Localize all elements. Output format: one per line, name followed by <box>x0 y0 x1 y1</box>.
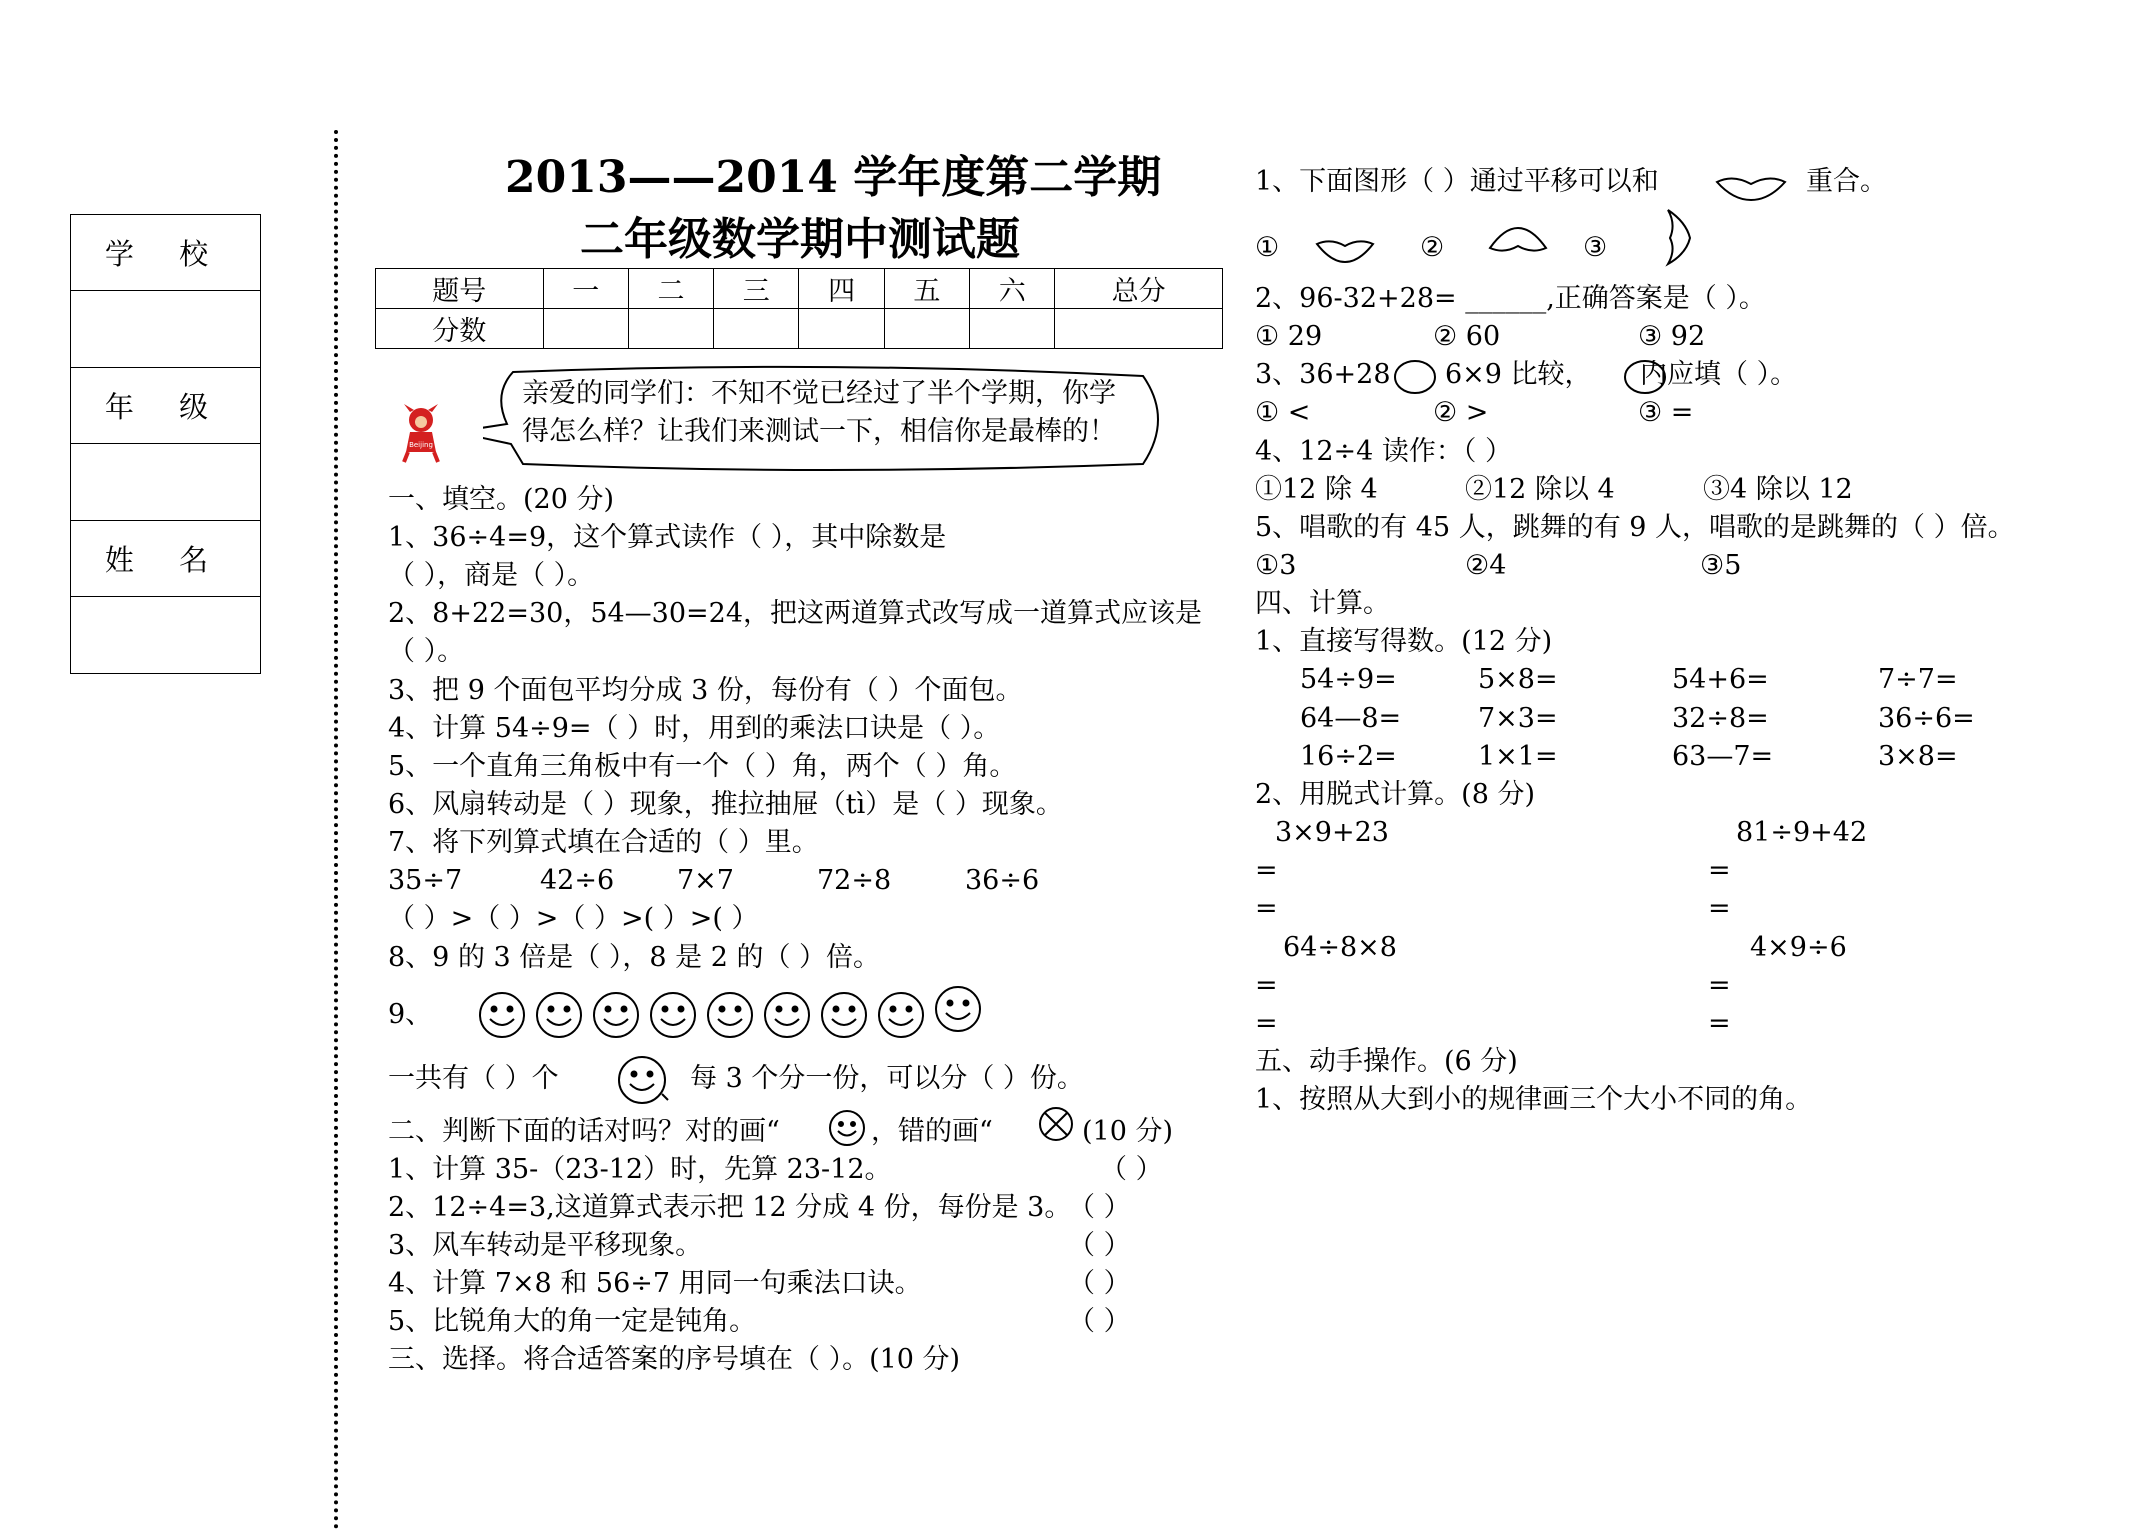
part2-heading-a: 二、判断下面的话对吗？对的画“ <box>388 1116 780 1147</box>
p2-item: 3、风车转动是平移现象。 <box>388 1230 703 1261</box>
p3-q1-opt[interactable]: ① <box>1255 232 1280 263</box>
p1-q2b: （ ）。 <box>388 636 465 667</box>
p1-q6: 6、风扇转动是（ ）现象，推拉抽屉（tì）是（ ）现象。 <box>388 789 1063 820</box>
p4-direct-item: 32÷8= <box>1672 703 1769 734</box>
p3-q3c: 内应填（ ）。 <box>1640 359 1798 390</box>
score-input-cell[interactable] <box>714 309 799 349</box>
p2-item: 4、计算 7×8 和 56÷7 用同一句乘法口诀。 <box>388 1268 922 1299</box>
shape-option-3-icon <box>1660 206 1696 268</box>
p2-answer-paren[interactable]: （ ） <box>1068 1230 1131 1261</box>
wrong-cross-icon <box>1036 1106 1076 1144</box>
p3-q2: 2、96-32+28= ______,正确答案是（ ）。 <box>1255 283 1766 314</box>
p1-q7-item: 7×7 <box>677 865 734 896</box>
p3-q2-opt[interactable]: ③ 92 <box>1638 321 1706 352</box>
p4-expr: 4×9÷6 <box>1750 932 1847 963</box>
p1-q7: 7、将下列算式填在合适的（ ）里。 <box>388 827 819 858</box>
p1-q8: 8、9 的 3 倍是（ ），8 是 2 的（ ）倍。 <box>388 942 881 973</box>
name-label: 姓 名 <box>71 521 260 597</box>
p3-q1-tail: 重合。 <box>1806 166 1887 197</box>
p2-item: 5、比锐角大的角一定是钝角。 <box>388 1306 757 1337</box>
p1-q7-item: 35÷7 <box>388 865 463 896</box>
p2-item: 1、计算 35-（23-12）时，先算 23-12。 <box>388 1154 892 1185</box>
smiley-icon <box>537 993 581 1037</box>
score-cell: 题号 <box>376 269 544 309</box>
p1-q7-blanks: （ ）>（ ）>（ ）>( ）>( ） <box>388 903 759 934</box>
p1-q7-item: 36÷6 <box>965 865 1040 896</box>
school-label: 学 校 <box>71 215 260 291</box>
p1-q4: 4、计算 54÷9=（ ）时，用到的乘法口诀是（ ）。 <box>388 713 1001 744</box>
p2-answer-paren[interactable]: （ ） <box>1068 1192 1131 1223</box>
p3-q4-opt[interactable]: ②12 除以 4 <box>1465 474 1615 505</box>
title-line2: 二年级数学期中测试题 <box>580 214 1020 265</box>
score-cell: 六 <box>970 269 1055 309</box>
p4-direct-item: 7÷7= <box>1878 664 1958 695</box>
p4-direct-item: 54+6= <box>1672 664 1769 695</box>
p1-q9-label: 9、 <box>388 999 433 1030</box>
smiley-icon <box>822 993 866 1037</box>
p3-q1-opt[interactable]: ② <box>1420 232 1445 263</box>
p3-q3-opt[interactable]: ① < <box>1255 397 1311 428</box>
shape-option-2-icon <box>1486 222 1550 258</box>
score-row-label: 分数 <box>376 309 544 349</box>
p3-q3-opt[interactable]: ③ = <box>1638 397 1694 428</box>
p3-q5: 5、唱歌的有 45 人，跳舞的有 9 人，唱歌的是跳舞的（ ）倍。 <box>1255 512 2015 543</box>
p1-q7-item: 72÷8 <box>817 865 892 896</box>
p1-q7-item: 42÷6 <box>540 865 615 896</box>
p4-eq[interactable]: = <box>1255 970 1278 1001</box>
greeting-line2: 得怎么样？让我们来测试一下，相信你是最棒的！ <box>522 416 1116 447</box>
p4-direct-item: 16÷2= <box>1300 741 1397 772</box>
score-cell: 四 <box>799 269 884 309</box>
p4-direct-item: 7×3= <box>1478 703 1558 734</box>
grade-field[interactable] <box>71 444 260 520</box>
p1-q9-text1: 一共有（ ）个 <box>388 1063 559 1094</box>
p4-expr: 81÷9+42 <box>1736 817 1868 848</box>
score-input-cell[interactable] <box>884 309 969 349</box>
part3-heading: 三、选择。将合适答案的序号填在（ ）。(10 分) <box>388 1344 961 1375</box>
svg-text:Beijing: Beijing <box>409 441 433 449</box>
p4-eq[interactable]: = <box>1255 893 1278 924</box>
mascot-icon <box>396 402 446 464</box>
grade-label: 年 级 <box>71 368 260 444</box>
smiley-icon <box>765 993 809 1037</box>
p4-eq[interactable]: = <box>1708 893 1731 924</box>
compare-circle-icon[interactable] <box>1392 358 1438 396</box>
p4-direct-item: 36÷6= <box>1878 703 1975 734</box>
shape-option-1-icon <box>1313 234 1377 268</box>
p3-q3b: 6×9 比较， <box>1445 359 1592 390</box>
smiley-icon <box>594 993 638 1037</box>
smiley-faces-row <box>478 985 988 1041</box>
score-table-header-row <box>376 269 1223 309</box>
p4-eq[interactable]: = <box>1255 855 1278 886</box>
p3-q2-opt[interactable]: ② 60 <box>1433 321 1501 352</box>
p4-direct-item: 5×8= <box>1478 664 1558 695</box>
p2-answer-paren[interactable]: （ ） <box>1068 1268 1131 1299</box>
p1-q1a: 1、36÷4=9，这个算式读作（ ），其中除数是 <box>388 522 947 553</box>
part1-heading: 一、填空。(20 分) <box>388 484 615 515</box>
p3-q1-opt[interactable]: ③ <box>1583 232 1608 263</box>
p4-eq[interactable]: = <box>1255 1008 1278 1039</box>
p3-q5-opt[interactable]: ③5 <box>1700 550 1742 581</box>
p5-q1: 1、按照从大到小的规律画三个大小不同的角。 <box>1255 1084 1813 1115</box>
p1-q2a: 2、8+22=30，54—30=24，把这两道算式改写成一道算式应该是 <box>388 598 1203 629</box>
school-field[interactable] <box>71 291 260 367</box>
score-cell: 五 <box>884 269 969 309</box>
p4-sub1: 1、直接写得数。(12 分) <box>1255 626 1553 657</box>
p3-q4: 4、12÷4 读作：（ ） <box>1255 436 1513 467</box>
p3-q4-opt[interactable]: ③4 除以 12 <box>1703 474 1853 505</box>
score-input-cell[interactable] <box>628 309 713 349</box>
correct-smiley-icon <box>827 1108 871 1148</box>
score-table-score-row <box>376 309 1223 349</box>
greeting-line1: 亲爱的同学们：不知不觉已经过了半个学期，你学 <box>522 378 1116 409</box>
p4-direct-item: 63—7= <box>1672 741 1774 772</box>
p4-direct-item: 54÷9= <box>1300 664 1397 695</box>
part5-heading: 五、动手操作。(6 分) <box>1255 1046 1518 1077</box>
p4-eq[interactable]: = <box>1708 970 1731 1001</box>
p4-eq[interactable]: = <box>1708 1008 1731 1039</box>
name-field[interactable] <box>71 597 260 673</box>
part4-heading: 四、计算。 <box>1255 588 1390 619</box>
p1-q1b: （ ），商是（ ）。 <box>388 560 595 591</box>
p4-direct-item: 3×8= <box>1878 741 1958 772</box>
score-cell: 总分 <box>1055 269 1223 309</box>
p4-direct-item: 1×1= <box>1478 741 1558 772</box>
p2-answer-paren[interactable]: （ ） <box>1068 1306 1131 1337</box>
smiley-icon <box>616 1054 672 1106</box>
score-cell: 二 <box>628 269 713 309</box>
p2-answer-paren[interactable]: （ ） <box>1100 1154 1163 1185</box>
title-line1: 2013——2014 学年度第二学期 <box>505 152 1162 203</box>
p3-q1: 1、下面图形（ ）通过平移可以和 <box>1255 166 1659 197</box>
student-info-box <box>70 214 261 674</box>
p4-expr: 64÷8×8 <box>1283 932 1397 963</box>
p1-q9-text2: 每 3 个分一份，可以分（ ）份。 <box>690 1063 1084 1094</box>
score-input-cell[interactable] <box>970 309 1055 349</box>
score-input-cell[interactable] <box>1055 309 1223 349</box>
p1-q5: 5、一个直角三角板中有一个（ ）角，两个（ ）角。 <box>388 751 1017 782</box>
p3-q5-opt[interactable]: ②4 <box>1465 550 1507 581</box>
score-table <box>375 268 1223 349</box>
part2-heading-b: ，错的画“ <box>871 1116 993 1147</box>
p1-q3: 3、把 9 个面包平均分成 3 份，每份有（ ）个面包。 <box>388 675 1023 706</box>
p4-sub2: 2、用脱式计算。(8 分) <box>1255 779 1536 810</box>
smiley-icon <box>879 993 923 1037</box>
p4-expr: 3×9+23 <box>1275 817 1389 848</box>
p3-q3a: 3、36+28 <box>1255 359 1391 390</box>
smiley-icon <box>708 993 752 1037</box>
smiley-icon <box>651 993 695 1037</box>
score-input-cell[interactable] <box>799 309 884 349</box>
binding-line <box>334 130 338 1530</box>
p4-eq[interactable]: = <box>1708 855 1731 886</box>
p4-direct-item: 64—8= <box>1300 703 1402 734</box>
p3-q4-opt[interactable]: ①12 除 4 <box>1255 474 1378 505</box>
score-cell: 一 <box>543 269 628 309</box>
p2-item: 2、12÷4=3,这道算式表示把 12 分成 4 份，每份是 3。 <box>388 1192 1072 1223</box>
score-cell: 三 <box>714 269 799 309</box>
p3-q3-opt[interactable]: ② > <box>1433 397 1489 428</box>
smiley-icon <box>936 987 980 1031</box>
p3-q2-opt[interactable]: ① 29 <box>1255 321 1323 352</box>
part2-heading-c: (10 分) <box>1082 1116 1174 1147</box>
target-shape-icon <box>1713 170 1789 204</box>
score-input-cell[interactable] <box>543 309 628 349</box>
p3-q5-opt[interactable]: ①3 <box>1255 550 1297 581</box>
